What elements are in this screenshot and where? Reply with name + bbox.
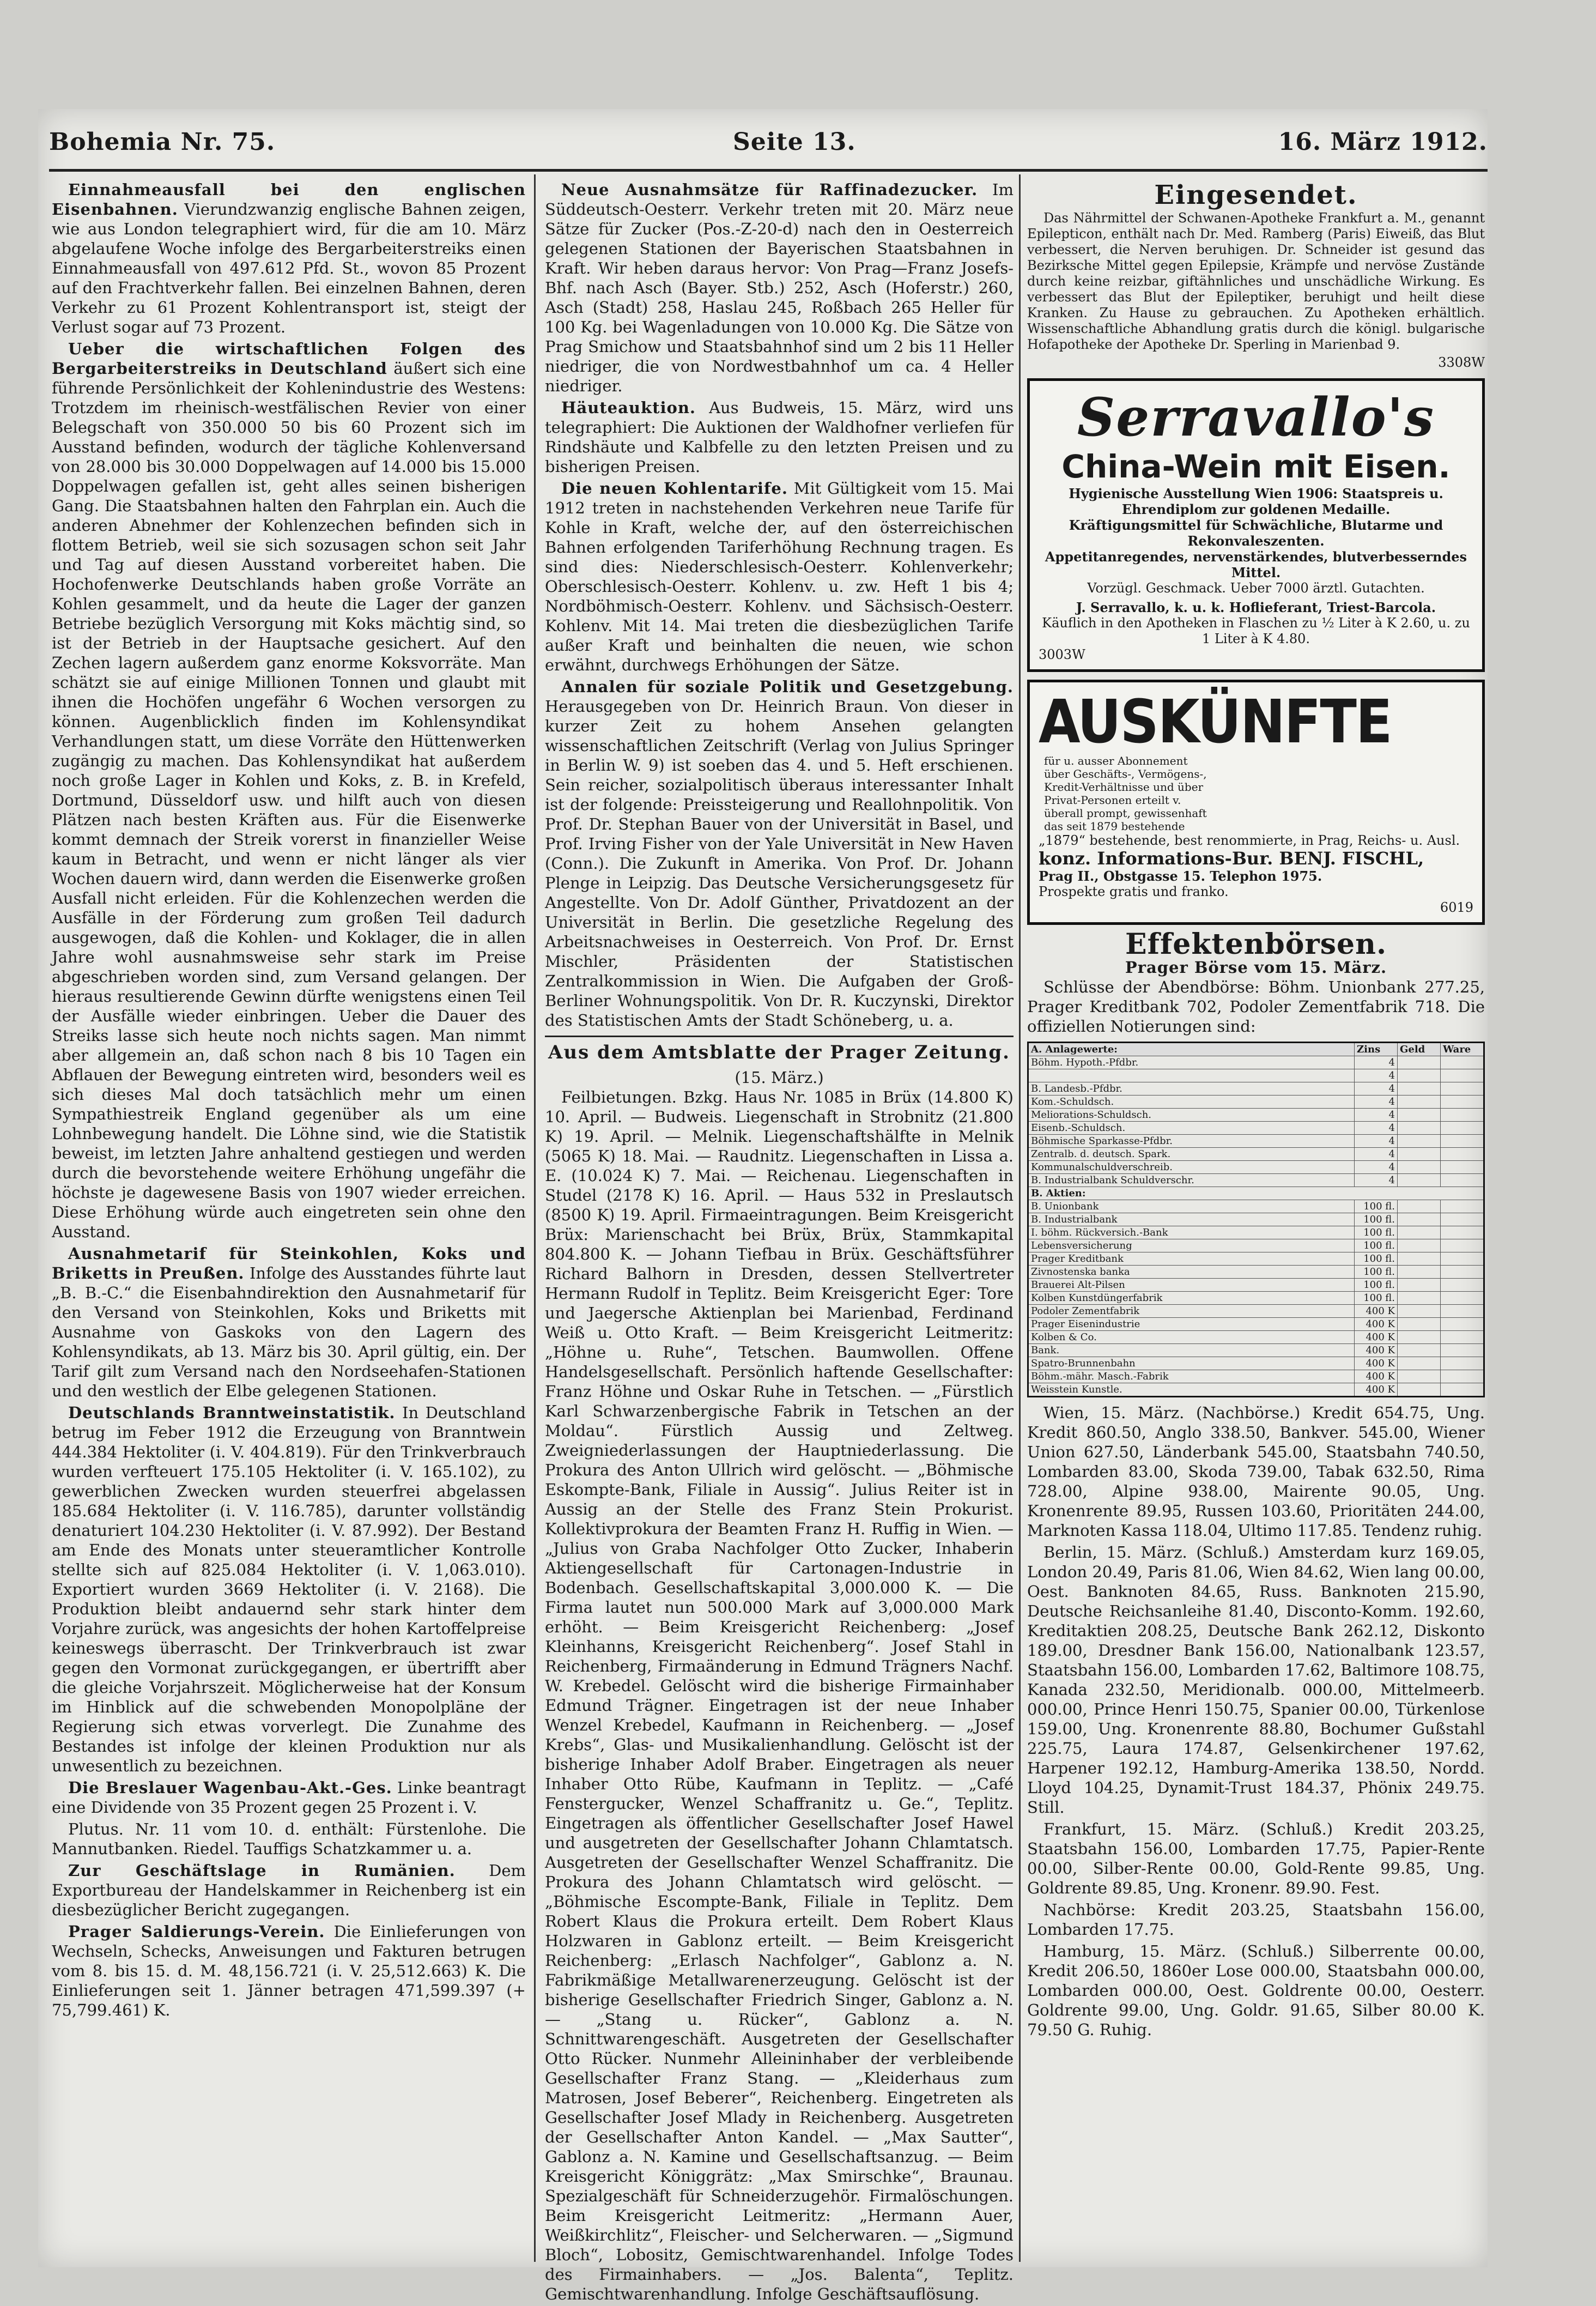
table-cell xyxy=(1441,1069,1484,1082)
issue-date: 16. März 1912. xyxy=(1278,128,1488,156)
table-cell: 400 K xyxy=(1355,1383,1398,1397)
table-cell xyxy=(1398,1082,1441,1095)
article-title: Ueber die wirtschaftlichen Folgen des Bergarbeiterstreiks in Deutschland xyxy=(52,340,526,378)
table-cell xyxy=(1398,1344,1441,1357)
article-title: Annalen für soziale Politik und Gesetzgebung. xyxy=(561,677,1014,696)
article-text: Im Süddeutsch-Oesterr. Verkehr treten mit 20. März neue Sätze für Zucker (Pos.-Z-20-d) nach den in Oesterreich gelegenen Stationen der Bayerischen Staatsbahnen in Kraft. Wir heben daraus hervor: Von Prag—Franz Josefs-Bhf. nach Asch (Bayer. Stb.) 252, Asch (Hoferstr.) 260, Asch (Stadt) 258, Haslau 245, Roßbach 265 Heller für 100 Kg. bei Wagenladungen von 10.000 Kg. Die Sätze von Prag Smichow und Staatsbahnhof sind um 2 bis 11 Heller niedriger, die von Nordwestbahnhof um ca. 4 Heller niedriger. xyxy=(545,180,1014,395)
article-text: Infolge des Ausstandes führte laut „B. B.-C.“ die Eisenbahndirektion den Ausnahmetarif für den Versand von Steinkohlen, Koks und Briketts mit Ausnahme von Gaskoks von den Lagern des Kohlensyndikats, ab 13. März bis 30. April gültig, ein. Der Tarif gilt zum Versand nach den Nordseehafen-Stationen und den westlich der Elbe gelegenen Stationen. xyxy=(52,1264,526,1400)
article-title: Die neuen Kohlentarife. xyxy=(561,479,788,498)
advertisement-serravallo xyxy=(1027,378,1485,672)
table-group-title: B. Aktien: xyxy=(1028,1187,1484,1200)
section-subtitle: Prager Börse vom 15. März. xyxy=(1125,958,1387,977)
ad-code: 6019 xyxy=(1440,900,1473,915)
table-cell: 100 fl. xyxy=(1355,1279,1398,1292)
market-text: Frankfurt, 15. März. (Schluß.) Kredit 203.25, Staatsbahn 156.00, Lombarden 17.75, Papier-Rente 00.00, Silber-Rente 00.00, Gold-Rente 99.85, Ung. Goldrente 89.85, Ung. Kronenr. 89.90. Fest. xyxy=(1027,1820,1485,1897)
table-row xyxy=(1028,1266,1484,1279)
table-row xyxy=(1028,1095,1484,1109)
table-cell: I. böhm. Rückversich.-Bank xyxy=(1028,1226,1355,1239)
table-cell xyxy=(1441,1331,1484,1344)
table-row xyxy=(1028,1213,1484,1226)
table-row xyxy=(1028,1135,1484,1148)
table-cell xyxy=(1441,1122,1484,1135)
column-header: Zins xyxy=(1355,1043,1398,1056)
table-cell xyxy=(1441,1357,1484,1370)
ad-company: konz. Informations-Bur. BENJ. FISCHL, xyxy=(1039,848,1424,869)
table-cell xyxy=(1398,1148,1441,1161)
table-cell xyxy=(1398,1109,1441,1122)
table-cell: 400 K xyxy=(1355,1305,1398,1318)
table-cell: 4 xyxy=(1355,1056,1398,1069)
ad-maker: J. Serravallo, k. u. k. Hoflieferant, Triest-Barcola. xyxy=(1076,600,1436,615)
table-cell: Kommunalschuldverschreib. xyxy=(1028,1161,1355,1174)
table-row xyxy=(1028,1148,1484,1161)
article-title: Häuteauktion. xyxy=(561,398,696,417)
table-cell xyxy=(1398,1226,1441,1239)
market-text: Nachbörse: Kredit 203.25, Staatsbahn 156.00, Lombarden 17.75. xyxy=(1027,1901,1485,1939)
market-text: Schlüsse der Abendbörse: Böhm. Unionbank 277.25, Prager Kreditbank 702, Podoler Zementfabrik 718. Die offiziellen Notierungen sind: xyxy=(1027,978,1485,1036)
article-title: Ausnahmetarif für Steinkohlen, Koks und Briketts in Preußen. xyxy=(52,1244,526,1282)
table-cell xyxy=(1398,1357,1441,1370)
table-row xyxy=(1028,1344,1484,1357)
table-cell: Zentralb. d. deutsch. Spark. xyxy=(1028,1148,1355,1161)
page-number: Seite 13. xyxy=(733,128,856,156)
article-title: Die Breslauer Wagenbau-Akt.-Ges. xyxy=(68,1778,392,1797)
article-title: Deutschlands Branntweinstatistik. xyxy=(68,1403,396,1422)
table-cell xyxy=(1441,1370,1484,1383)
table-cell: 400 K xyxy=(1355,1370,1398,1383)
table-cell xyxy=(1441,1318,1484,1331)
table-cell xyxy=(1398,1279,1441,1292)
masthead xyxy=(49,123,1488,166)
section-title: Effektenbörsen. xyxy=(1125,928,1387,961)
table-row xyxy=(1028,1082,1484,1095)
table-cell: 100 fl. xyxy=(1355,1226,1398,1239)
table-cell xyxy=(1441,1239,1484,1252)
table-cell: 100 fl. xyxy=(1355,1200,1398,1213)
ad-line: Kräftigungsmittel für Schwächliche, Blutarme und Rekonvaleszenten. xyxy=(1069,517,1443,549)
table-row xyxy=(1028,1239,1484,1252)
table-cell xyxy=(1398,1239,1441,1252)
column-header: Ware xyxy=(1441,1043,1484,1056)
column-3 xyxy=(1027,180,1485,2256)
table-cell xyxy=(1398,1331,1441,1344)
table-cell xyxy=(1441,1161,1484,1174)
article-text: Plutus. Nr. 11 vom 10. d. enthält: Fürstenlohe. Die Mannutbanken. Riedel. Tauffigs Schatzkammer u. a. xyxy=(52,1820,526,1858)
table-row xyxy=(1028,1383,1484,1397)
table-cell: Böhm.-mähr. Masch.-Fabrik xyxy=(1028,1370,1355,1383)
article-title: Prager Saldierungs-Verein. xyxy=(68,1922,325,1941)
table-cell: 400 K xyxy=(1355,1318,1398,1331)
column-2 xyxy=(545,180,1014,2303)
quotes-table xyxy=(1027,1042,1485,1397)
article-title: Zur Geschäftslage in Rumänien. xyxy=(68,1861,456,1880)
table-cell xyxy=(1441,1252,1484,1266)
table-cell xyxy=(1441,1305,1484,1318)
table-cell xyxy=(1441,1344,1484,1357)
ad-footer: Prospekte gratis und franko. xyxy=(1039,884,1229,899)
ad-line: Appetitanregendes, nervenstärkendes, blutverbesserndes Mittel. xyxy=(1045,549,1467,580)
table-cell: B. Industrialbank xyxy=(1028,1213,1355,1226)
section-rule xyxy=(545,1036,1014,1037)
market-text: Hamburg, 15. März. (Schluß.) Silberrente 00.00, Kredit 206.50, 1860er Lose 000.00, Staatsbahn 000.00, Lombarden 000.00, Oest. Goldrente 00.00, Oesterr. Goldrente 99.00, Ung. Goldr. 91.65, Silber 80.00 K. 79.50 G. Ruhig. xyxy=(1027,1942,1485,2039)
table-cell xyxy=(1441,1135,1484,1148)
table-cell xyxy=(1398,1200,1441,1213)
table-row xyxy=(1028,1056,1484,1069)
ad-side-text: für u. ausser Abonnement über Geschäfts-, Vermögens-, Kredit-Verhältnisse und über Privat-Personen erteilt v. überall prompt, gewissenhaft das seit 1879 bestehende xyxy=(1044,754,1207,833)
ad-price: Käuflich in den Apotheken in Flaschen zu ½ Liter à K 2.60, u. zu 1 Liter à K 4.80. xyxy=(1042,615,1470,646)
table-header-row xyxy=(1028,1043,1484,1056)
table-cell xyxy=(1398,1095,1441,1109)
ad-slogan: China-Wein mit Eisen. xyxy=(1061,448,1451,485)
table-cell: Kolben & Co. xyxy=(1028,1331,1355,1344)
table-cell xyxy=(1441,1109,1484,1122)
table-cell: 100 fl. xyxy=(1355,1292,1398,1305)
table-cell: 100 fl. xyxy=(1355,1252,1398,1266)
table-cell: 400 K xyxy=(1355,1357,1398,1370)
table-cell xyxy=(1441,1082,1484,1095)
table-cell: B. Industrialbank Schuldverschr. xyxy=(1028,1174,1355,1187)
table-cell xyxy=(1398,1213,1441,1226)
table-row xyxy=(1028,1292,1484,1305)
table-cell: 100 fl. xyxy=(1355,1239,1398,1252)
advertisement-auskuenfte xyxy=(1027,680,1485,925)
ad-line: „1879“ bestehende, best renommierte, in Prag, Reichs- u. Ausl. xyxy=(1039,833,1460,848)
table-cell: Eisenb.-Schuldsch. xyxy=(1028,1122,1355,1135)
article-text: Mit Gültigkeit vom 15. Mai 1912 treten in nachstehenden Verkehren neue Tarife für Kohle in Kraft, welche der, auf den österreichischen Bahnen erfolgenden Tariferhöhung Rechnung tragen. Es sind dies: Niederschlesisch-Oesterr. Kohlenverkehr; Oberschlesisch-Oesterr. Kohlenv. u. zw. Heft 1 bis 4; Nordböhmisch-Oesterr. Kohlenv. und Sächsisch-Oesterr. Kohlenv. Mit 14. Mai treten die diesbezüglichen Tarife außer Kraft und beinhalten die neuen, wie schon erwähnt, durchwegs Erhöhungen der Sätze. xyxy=(545,479,1014,674)
table-cell xyxy=(1398,1370,1441,1383)
table-cell: 4 xyxy=(1355,1122,1398,1135)
table-cell xyxy=(1441,1226,1484,1239)
table-cell: 4 xyxy=(1355,1161,1398,1174)
table-cell xyxy=(1398,1122,1441,1135)
table-cell xyxy=(1441,1095,1484,1109)
table-row xyxy=(1028,1109,1484,1122)
table-cell: Brauerei Alt-Pilsen xyxy=(1028,1279,1355,1292)
table-cell: Meliorations-Schuldsch. xyxy=(1028,1109,1355,1122)
table-row xyxy=(1028,1161,1484,1174)
column-header: Geld xyxy=(1398,1043,1441,1056)
table-row xyxy=(1028,1305,1484,1318)
table-cell xyxy=(1028,1069,1355,1082)
table-cell xyxy=(1441,1200,1484,1213)
table-cell: Bank. xyxy=(1028,1344,1355,1357)
article-text: Vierundzwanzig englische Bahnen zeigen, wie aus London telegraphiert wird, für die am 10. März abgelaufene Woche infolge des Bergarbeiterstreiks einen Einnahmeausfall von 497.612 Pfd. St., wovon 85 Prozent auf den Frachtverkehr fallen. Bei einzelnen Bahnen, deren Verkehr zu 61 Prozent Kohlentransport ist, steigt der Verlust sogar auf 73 Prozent. xyxy=(52,200,526,336)
table-cell: 4 xyxy=(1355,1109,1398,1122)
table-cell xyxy=(1398,1305,1441,1318)
table-cell xyxy=(1441,1266,1484,1279)
table-cell xyxy=(1398,1161,1441,1174)
article-text: Die Einlieferungen von Wechseln, Schecks, Anweisungen und Fakturen betrugen vom 8. bis 15. d. M. 48,156.721 (i. V. 25,512.663) K. Die Einlieferungen seit 1. Jänner betragen 471,599.397 (+ 75,799.461) K. xyxy=(52,1922,526,2019)
table-row xyxy=(1028,1331,1484,1344)
table-row xyxy=(1028,1226,1484,1239)
article-text: Linke beantragt eine Dividende von 35 Prozent gegen 25 Prozent i. V. xyxy=(52,1778,526,1817)
table-cell: Podoler Zementfabrik xyxy=(1028,1305,1355,1318)
table-cell: Prager Eisenindustrie xyxy=(1028,1318,1355,1331)
table-cell: B. Landesb.-Pfdbr. xyxy=(1028,1082,1355,1095)
table-cell: 400 K xyxy=(1355,1331,1398,1344)
table-cell xyxy=(1398,1135,1441,1148)
table-cell xyxy=(1441,1056,1484,1069)
table-cell xyxy=(1398,1069,1441,1082)
table-cell xyxy=(1441,1292,1484,1305)
table-cell: 100 fl. xyxy=(1355,1266,1398,1279)
article-title: Einnahmeausfall bei den englischen Eisenbahnen. xyxy=(52,180,526,219)
ad-line: Hygienische Ausstellung Wien 1906: Staatspreis u. Ehrendiplom zur goldenen Medaille. xyxy=(1069,486,1443,517)
table-cell xyxy=(1398,1318,1441,1331)
table-cell: Zivnostenska banka xyxy=(1028,1266,1355,1279)
market-text: Berlin, 15. März. (Schluß.) Amsterdam kurz 169.05, London 20.49, Paris 81.06, Wien 84.62, Wien lang 00.00, Oest. Banknoten 84.65, Russ. Banknoten 215.90, Deutsche Reichsanleihe 81.40, Disconto-Komm. 192.60, Kreditaktien 208.25, Deutsche Bank 262.12, Diskonto 189.00, Dresdner Bank 156.00, Nationalbank 123.57, Staatsbahn 156.00, Lombarden 17.62, Baltimore 108.75, Kanada 232.50, Meridionalb. 000.00, Mittelmeerb. 000.00, Prince Henri 150.75, Spanier 00.00, Türkenlose 159.00, Ung. Kronenrente 88.80, Bochumer Gußstahl 225.75, Laura 174.87, Gelsenkirchener 197.62, Harpener 192.12, Hamburg-Amerika 138.50, Nordd. Lloyd 104.25, Dynamit-Trust 184.37, Phönix 249.75. Still. xyxy=(1027,1543,1485,1817)
notice-code: 3308W xyxy=(1438,355,1485,370)
table-cell: Böhm. Hypoth.-Pfdbr. xyxy=(1028,1056,1355,1069)
article-text: Aus Budweis, 15. März, wird uns telegraphiert: Die Auktionen der Waldhofner verliefen für Rindshäute und Kalbfelle zu den letzten Preisen und zu bisherigen Preisen. xyxy=(545,398,1014,476)
table-cell: 4 xyxy=(1355,1135,1398,1148)
table-cell xyxy=(1441,1148,1484,1161)
header-rule xyxy=(49,169,1488,172)
table-cell xyxy=(1441,1279,1484,1292)
issue-number: Bohemia Nr. 75. xyxy=(49,128,276,156)
article-text: Feilbietungen. Bzkg. Haus Nr. 1085 in Brüx (14.800 K) 10. April. — Budweis. Liegenschaft in Strobnitz (21.800 K) 19. April. — Melnik. Liegenschaftshälfte in Melnik (5065 K) 18. Mai. — Raudnitz. Liegenschaften in Lissa a. E. (10.024 K) 7. Mai. — Reichenau. Liegenschaften in Studel (2178 K) 16. April. — Haus 532 in Preslautsch (8500 K) 19. April. Firmaeintragungen. Beim Kreisgericht Brüx: Marienschacht bei Brüx, Brüx, Stammkapital 804.800 K. — Johann Tiefbau in Brüx. Geschäftsführer Richard Balhorn in Dresden, dessen Stellvertreter Hermann Rudolf in Teplitz. Beim Kreisgericht Eger: Tore und Jaegersche Aktienplan bei Marienbad, Ferdinand Weiß u. Otto Kraft. — Beim Kreisgericht Leitmeritz: „Höhne u. Ruhe“, Tetschen. Baumwollen. Offene Handelsgesellschaft. Persönlich haftende Gesellschafter: Franz Höhne und Oskar Ruhe in Tetschen. — „Fürstlich Karl Schwarzenbergische Fabrik in Tetschen an der Moldau“. Fürstlich Aussig und Zeltweg. Zweigniederlassungen der Hauptniederlassung. Die Prokura des Anton Ullrich wird gelöscht. — „Böhmische Eskompte-Bank, Filiale in Aussig“. Julius Reiter ist in Aussig an der Stelle des Franz Stein Prokurist. Kollektivprokura der Beamten Franz H. Ruffig in Wien. — „Julius von Graba Nachfolger Otto Zucker, Inhaberin Aktiengesellschaft für Cartonagen-Industrie in Bodenbach. Gesellschaftskapital 3,000.000 K. — Die Firma lautet nun 500.000 Mark auf 3,000.000 Mark erhöht. — Beim Kreisgericht Reichenberg: „Josef Kleinhanns, Kreisgericht Reichenberg“. Josef Stahl in Reichenberg, Firmaänderung in Edmund Trägners Nachf. W. Krebedel. Gelöscht wird die bisherige Firmainhaber Edmund Trägner. Eingetragen ist der neue Inhaber Wenzel Krebedel, Kaufmann in Reichenberg. — „Josef Krebs“, Glas- und Musikalienhandlung. Gelöscht ist der bisherige Inhaber Adolf Braber. Eingetragen als neuer Inhaber Otto Rübe, Kaufmann in Teplitz. — „Café Fenstergucker, Wenzel Schaffranitz u. Ge.“, Teplitz. Eingetragen als öffentlicher Gesellschafter Josef Hawel und ausgetreten der Gesellschafter Johann Chlamtatsch. Ausgetreten der Gesellschafter Wenzel Schaffranitz. Die Prokura des Johann Chlamtatsch wird gelöscht. — „Böhmische Escompte-Bank, Filiale in Teplitz. Dem Robert Klaus die Prokura erteilt. Dem Robert Klaus Holzwaren in Gablonz erteilt. — Beim Kreisgericht Reichenberg: „Erlasch Nachfolger“, Gablonz a. N. Fabrikmäßige Metallwarenerzeugung. Gelöscht ist der bisherige Gesellschafter Friedrich Singer, Gablonz a. N. — „Stang u. Rücker“, Gablonz a. N. Schnittwarengeschäft. Ausgetreten der Gesellschafter Otto Rücker. Nunmehr Alleininhaber der verbleibende Gesellschafter Franz Stang. — „Kleiderhaus zum Matrosen, Josef Beberer“, Reichenberg. Eingetreten als Gesellschafter Josef Mlady in Reichenberg. Ausgetreten der Gesellschafter Anton Kandel. — „Max Sautter“, Gablonz a. N. Kamine und Gesellschaftsanzug. — Beim Kreisgericht Königgrätz: „Max Smirschke“, Braunau. Spezialgeschäft für Schneiderzugehör. Firmalöschungen. Beim Kreisgericht Leitmeritz: „Hermann Auer, Weißkirchlitz“, Fleischer- und Selcherwaren. — „Sigmund Bloch“, Lobositz, Gemischtwarenhandel. Infolge Todes des Firmainhabers. — „Jos. Balenta“, Teplitz. Gemischtwarenhandlung. Infolge Geschäftsauflösung. xyxy=(545,1088,1014,2303)
ad-code: 3003W xyxy=(1039,647,1085,662)
table-cell xyxy=(1398,1174,1441,1187)
section-subtitle: (15. März.) xyxy=(735,1068,824,1087)
ad-brand: Serravallo's xyxy=(1077,386,1435,448)
ad-line: Vorzügl. Geschmack. Ueber 7000 ärztl. Gutachten. xyxy=(1087,580,1425,596)
ad-address: Prag II., Obstgasse 15. Telephon 1975. xyxy=(1039,868,1322,884)
notice-text: Das Nährmittel der Schwanen-Apotheke Frankfurt a. M., genannt Epilepticon, enthält nach Dr. Med. Ramberg (Paris) Eiweiß, das Blut verbessert, die Nerven beruhigen. Dr. Schneider ist gesund das Bezirksche Mittel gegen Epilepsie, Krämpfe und nervöse Zustände durch keine reizbar, giftähnliches und unschädliche Wirkung. Es verbessert das Blut der Epileptiker, beruhigt und heilt diese Kranken. Zu Hause zu gebrauchen. Zu Apotheken erhältlich. Wissenschaftliche Abhandlung gratis durch die königl. bulgarische Hofapotheke der Apotheke Dr. Sperling in Marienbad 9. xyxy=(1027,210,1485,352)
market-text: Wien, 15. März. (Nachbörse.) Kredit 654.75, Ung. Kredit 860.50, Anglo 338.50, Bankver. 545.00, Wiener Union 627.50, Länderbank 545.00, Staatsbahn 740.50, Lombarden 83.00, Skoda 739.00, Tabak 632.50, Rima 728.00, Alpine 938.00, Mairente 90.05, Ung. Kronenrente 89.95, Russen 103.60, Prioritäten 244.00, Marknoten Kassa 118.04, Ultimo 117.85. Tendenz ruhig. xyxy=(1027,1403,1485,1540)
table-cell: B. Unionbank xyxy=(1028,1200,1355,1213)
table-row xyxy=(1028,1252,1484,1266)
table-cell xyxy=(1441,1383,1484,1397)
table-cell xyxy=(1398,1292,1441,1305)
table-cell: Weisstein Kunstle. xyxy=(1028,1383,1355,1397)
section-title: Eingesendet. xyxy=(1154,180,1358,210)
table-cell: Prager Kreditbank xyxy=(1028,1252,1355,1266)
table-cell: Böhmische Sparkasse-Pfdbr. xyxy=(1028,1135,1355,1148)
column-divider-1 xyxy=(534,174,536,2262)
table-row xyxy=(1028,1370,1484,1383)
ad-headline: AUSKÜNFTE xyxy=(1039,687,1392,756)
article-text: Herausgegeben von Dr. Heinrich Braun. Von dieser in kurzer Zeit zu hohem Ansehen gelangten wissenschaftlichen Zeitschrift (Verlag von Julius Springer in Berlin W. 9) ist soeben das 4. und 5. Heft erschienen. Sein reicher, sozialpolitisch überaus interessanter Inhalt ist der folgende: Preissteigerung und Reallohnpolitik. Von Prof. Dr. Stephan Bauer von der Universität in Basel, und Prof. Irving Fisher von der Yale Universität in New Haven (Conn.). Die Zukunft in Amerika. Von Prof. Dr. Johann Plenge in Leipzig. Das Deutsche Versicherungsgesetz für Angestellte. Von Dr. Adolf Günther, Privatdozent an der Universität in Berlin. Die gesetzliche Regelung des Arbeitsnachweises in Oesterreich. Von Prof. Dr. Ernst Mischler, Präsidenten der Statistischen Zentralkommission in Wien. Die Aufgaben der Groß-Berliner Wohnungspolitik. Von Dr. R. Kuczynski, Direktor des Statistischen Amts der Stadt Schöneberg, u. a. xyxy=(545,697,1014,1030)
table-cell xyxy=(1398,1252,1441,1266)
table-cell: Kolben Kunstdüngerfabrik xyxy=(1028,1292,1355,1305)
table-cell: 400 K xyxy=(1355,1344,1398,1357)
table-cell: Spatro-Brunnenbahn xyxy=(1028,1357,1355,1370)
table-cell: 100 fl. xyxy=(1355,1213,1398,1226)
table-row xyxy=(1028,1279,1484,1292)
table-group-row xyxy=(1028,1187,1484,1200)
column-header: A. Anlagewerte: xyxy=(1028,1043,1355,1056)
table-cell: 4 xyxy=(1355,1082,1398,1095)
table-cell: Kom.-Schuldsch. xyxy=(1028,1095,1355,1109)
table-cell xyxy=(1398,1056,1441,1069)
table-row xyxy=(1028,1069,1484,1082)
table-row xyxy=(1028,1357,1484,1370)
table-row xyxy=(1028,1318,1484,1331)
table-cell xyxy=(1441,1174,1484,1187)
column-divider-2 xyxy=(1019,174,1021,2262)
table-cell xyxy=(1441,1213,1484,1226)
article-text: Dem Exportbureau der Handelskammer in Reichenberg ist ein diesbezüglicher Bericht zugegangen. xyxy=(52,1861,526,1919)
table-cell: 4 xyxy=(1355,1148,1398,1161)
table-cell xyxy=(1398,1383,1441,1397)
article-title: Neue Ausnahmsätze für Raffinadezucker. xyxy=(561,180,978,199)
article-text: In Deutschland betrug im Feber 1912 die Erzeugung von Branntwein 444.384 Hektoliter (i. V. 404.819). Für den Trinkverbrauch wurden verfteuert 175.105 Hektoliter (i. V. 165.102), zu gewerblichen Zwecken wurden steuerfrei abgelassen 185.684 Hektoliter (i. V. 116.785), darunter vollständig denaturiert 104.230 Hektoliter (i. V. 87.992). Der Bestand am Ende des Monats unter steueramtlicher Kontrolle stellte sich auf 825.084 Hektoliter (i. V. 1,063.010). Exportiert wurden 3669 Hektoliter (i. V. 2168). Die Produktion bleibt andauernd sehr stark hinter dem Vorjahre zurück, was angesichts der hohen Kartoffelpreise keineswegs überrascht. Der Trinkverbrauch ist zwar gegen den Vormonat zurückgegangen, er übertrifft aber die gleiche Vorjahrszeit. Möglicherweise hat der Konsum im Hinblick auf die schwebenden Monopolpläne der Regierung sich etwas vorverlegt. Die Zunahme des Bestandes ist infolge der kleinen Produktion nur als unwesentlich zu bezeichnen. xyxy=(52,1403,526,1775)
table-cell xyxy=(1398,1266,1441,1279)
table-cell: 4 xyxy=(1355,1174,1398,1187)
table-cell: 4 xyxy=(1355,1095,1398,1109)
table-row xyxy=(1028,1174,1484,1187)
table-cell: Lebensversicherung xyxy=(1028,1239,1355,1252)
table-cell: 4 xyxy=(1355,1069,1398,1082)
table-row xyxy=(1028,1200,1484,1213)
column-1 xyxy=(52,180,526,2256)
table-row xyxy=(1028,1122,1484,1135)
article-text: äußert sich eine führende Persönlichkeit der Kohlenindustrie des Westens: Trotzdem im rheinisch-westfälischen Revier von einer Belegschaft von 350.000 50 bis 60 Prozent sich im Ausstand befinden, wodurch der tägliche Kohlenversand von 28.000 bis 30.000 Doppelwagen auf 14.000 bis 15.000 Doppelwagen gefallen ist, geht alles seinen bisherigen Gang. Die Staatsbahnen halten den Fahrplan ein. Auch die anderen Abnehmer der Kohlenzechen befinden sich in flottem Betrieb, weil sie sich sozusagen schon seit Jahr und Tag auf diesen Ausstand vorbereitet haben. Die Hochofenwerke Deutschlands haben große Vorräte an Kohlen gesammelt, und da heute die Lager der ganzen Betriebe bezüglich Versorgung mit Koks mächtig sind, so ist der Betrieb in der Hauptsache gesichert. Auf den Zechen lagern außerdem ganz enorme Koksvorräte. Man schätzt sie auf einige Millionen Tonnen und glaubt mit ihnen die Hochöfen ungefähr 6 Wochen versorgen zu können. Augenblicklich finden im Kohlensyndikat Verhandlungen statt, um diese Vorräte den Hüttenwerken zugängig zu machen. Das Kohlensyndikat hat außerdem noch große Lager in Kohlen und Koks, z. B. in Krefeld, Dortmund, Düsseldorf usw. und hilft auch von diesen Plätzen nach besten Kräften aus. Für die Eisenwerke kommt demnach der Streik vorerst in finanzieller Weise kaum in Betracht, und wenn er nicht länger als vier Wochen dauern wird, dann werden die Eisenwerke großen Ausfall nicht erleiden. Für die Kohlenzechen werden die Ausfälle in der Förderung zum großen Teil dadurch ausgewogen, daß die Kohlen- und Koklager, die in allen Jahre wohl ausnahmsweise sehr stark im Preise abgeschrieben worden sind, zum Versand gelangen. Der hieraus resultierende Gewinn dürfte wenigstens einen Teil der Ausfälle wieder einbringen. Ueber die Dauer des Streiks lasse sich heute noch nichts sagen. Man nimmt aber allgemein an, daß schon nach 8 bis 10 Tagen ein Abflauen der Bewegung eintreten wird, besonders weil es sich dieses Mal doch tatsächlich mehr um einen Sympathiestreik England gegenüber als um eine Lohnbewegung handelt. Die Löhne sind, wie die Statistik beweist, im letzten Jahre anhaltend gestiegen und werden durch die bevorstehende weitere Erhöhung ungefähr die höchste je dagewesene Basis von 1907 wieder erreichen. Diese Erhöhung würde auch eingetreten sein ohne den Ausstand. xyxy=(52,359,526,1241)
section-title: Aus dem Amtsblatte der Prager Zeitung. xyxy=(548,1042,1011,1063)
